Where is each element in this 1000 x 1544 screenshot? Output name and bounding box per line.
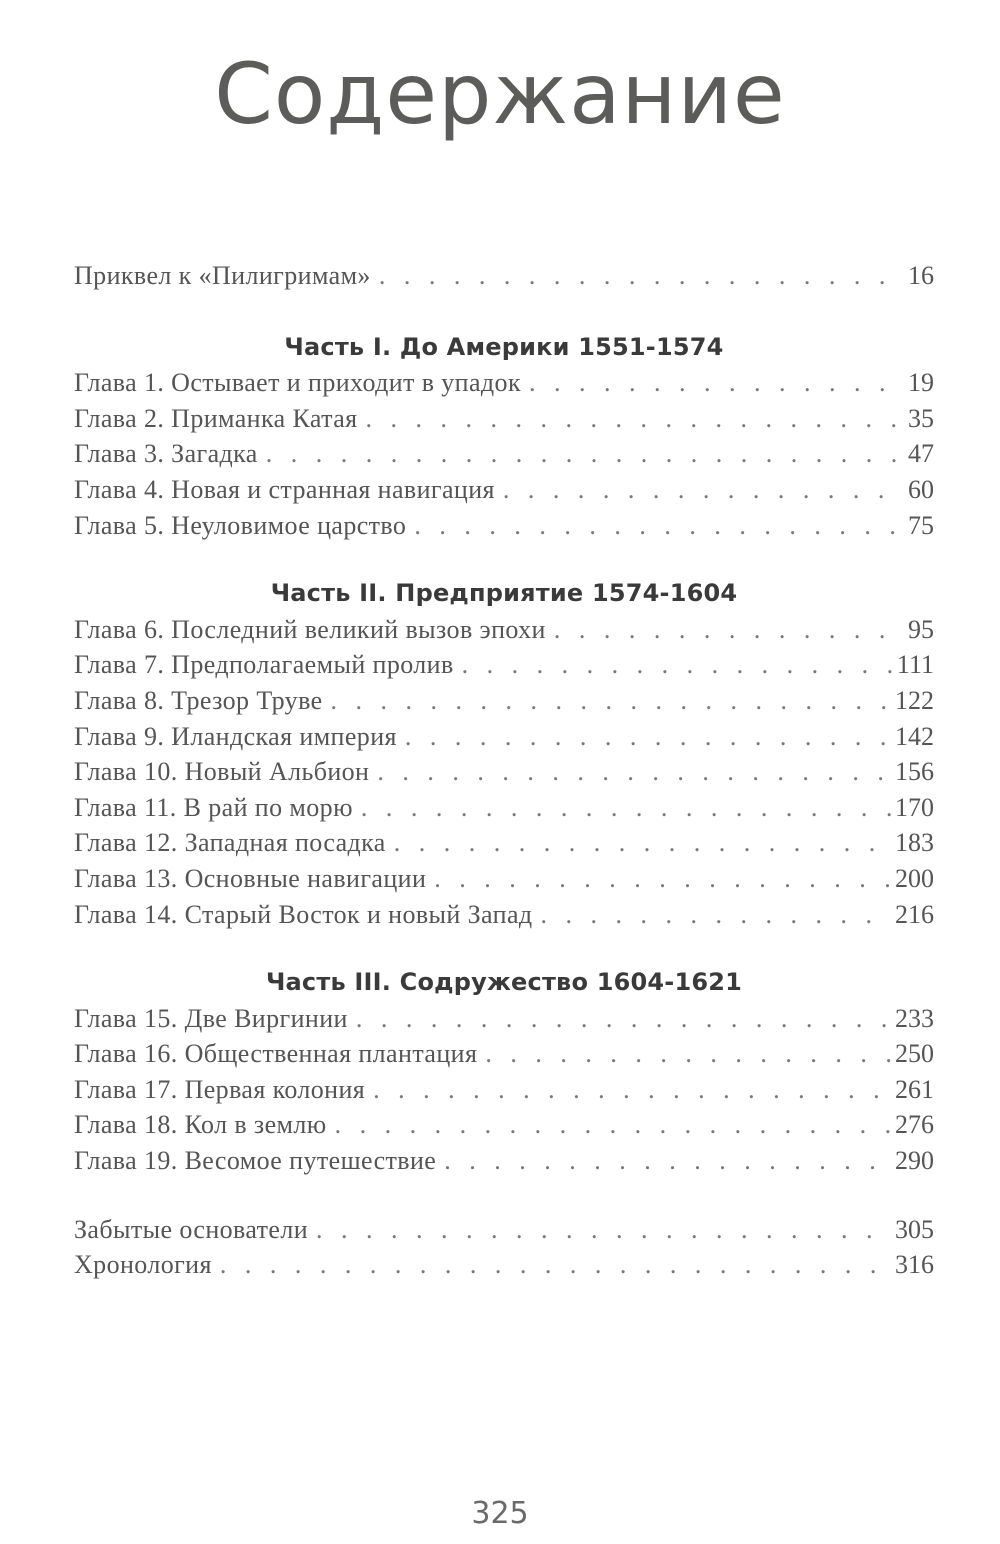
toc-entry[interactable]	[74, 897, 934, 933]
entry-label: Глава 1. Остывает и приходит в упадок	[74, 368, 521, 398]
toc-entry[interactable]	[74, 825, 934, 861]
toc-entry[interactable]	[74, 1107, 934, 1143]
toc-entry[interactable]	[74, 401, 934, 437]
entry-label: Глава 19. Весомое путешествие	[74, 1146, 437, 1176]
entry-label: Глава 7. Предполагаемый пролив	[74, 650, 454, 680]
toc-entry[interactable]	[74, 754, 934, 790]
entry-label: Глава 17. Первая колония	[74, 1074, 366, 1104]
entry-page-number: 35	[908, 403, 934, 433]
spacer	[74, 543, 934, 576]
toc-entry[interactable]	[74, 436, 934, 472]
entry-page-number: 111	[896, 650, 934, 680]
toc-entry[interactable]	[74, 472, 934, 508]
toc-entry[interactable]	[74, 365, 934, 401]
dot-leader	[377, 754, 891, 790]
entry-label: Глава 11. В рай по морю	[74, 792, 353, 822]
part-heading: Часть I. До Америки 1551-1574	[284, 332, 724, 361]
dot-leader	[503, 472, 904, 508]
dot-leader	[554, 612, 904, 648]
dot-leader	[405, 719, 891, 755]
part-heading: Часть III. Содружество 1604-1621	[265, 968, 743, 997]
spacer	[74, 294, 934, 330]
toc-entry[interactable]	[74, 508, 934, 544]
dot-leader	[379, 258, 904, 294]
entry-page-number: 19	[908, 368, 934, 398]
entry-page-number: 276	[895, 1110, 934, 1140]
entry-page-number: 47	[908, 439, 934, 469]
entry-page-number: 233	[895, 1003, 934, 1033]
dot-leader	[414, 508, 904, 544]
toc-entry-chronology[interactable]	[74, 1247, 934, 1283]
dot-leader	[220, 1247, 891, 1283]
entry-page-number: 261	[895, 1074, 934, 1104]
dot-leader	[394, 825, 891, 861]
entry-page-number: 316	[895, 1250, 934, 1280]
entry-label: Глава 14. Старый Восток и новый Запад	[74, 899, 533, 929]
toc-entry[interactable]	[74, 683, 934, 719]
entry-label: Глава 12. Западная посадка	[74, 828, 386, 858]
page-title: Содержание	[214, 45, 786, 143]
entry-label: Глава 2. Приманка Катая	[74, 403, 358, 433]
dot-leader	[462, 647, 893, 683]
toc-entry[interactable]	[74, 1036, 934, 1072]
entry-label: Глава 13. Основные навигации	[74, 863, 427, 893]
toc-entry[interactable]	[74, 1072, 934, 1108]
entry-label: Глава 3. Загадка	[74, 439, 258, 469]
entry-label: Глава 5. Неуловимое царство	[74, 510, 407, 540]
entry-page-number: 250	[895, 1039, 934, 1069]
entry-page-number: 16	[908, 261, 934, 290]
part-heading: Часть II. Предприятие 1574-1604	[270, 579, 738, 608]
toc-entry[interactable]	[74, 719, 934, 755]
dot-leader	[331, 683, 891, 719]
entry-page-number: 200	[895, 863, 934, 893]
entry-page-number: 122	[895, 685, 934, 715]
toc-entry[interactable]	[74, 790, 934, 826]
dot-leader	[434, 861, 891, 897]
dot-leader	[541, 897, 891, 933]
entry-label: Приквел к «Пилигримам»	[74, 261, 371, 290]
entry-page-number: 305	[895, 1214, 934, 1244]
dot-leader	[529, 365, 904, 401]
toc-entry-prequel[interactable]	[74, 258, 934, 294]
entry-page-number: 216	[895, 899, 934, 929]
dot-leader	[366, 401, 904, 437]
toc-entry[interactable]	[74, 861, 934, 897]
entry-label: Забытые основатели	[74, 1214, 309, 1244]
entry-page-number: 170	[895, 792, 934, 822]
dot-leader	[316, 1212, 891, 1248]
dot-leader	[335, 1107, 891, 1143]
entry-label: Глава 10. Новый Альбион	[74, 757, 370, 787]
dot-leader	[485, 1036, 891, 1072]
entry-label: Глава 9. Иландская империя	[74, 721, 397, 751]
entry-page-number: 183	[895, 828, 934, 858]
dot-leader	[361, 790, 891, 826]
entry-label: Глава 16. Общественная плантация	[74, 1039, 478, 1069]
dot-leader	[373, 1072, 891, 1108]
entry-label: Хронология	[74, 1250, 212, 1280]
entry-page-number: 142	[895, 721, 934, 751]
entry-label: Глава 4. Новая и странная навигация	[74, 474, 495, 504]
entry-page-number: 60	[908, 474, 934, 504]
entry-label: Глава 18. Кол в землю	[74, 1110, 327, 1140]
dot-leader	[266, 436, 904, 472]
toc-entry[interactable]	[74, 1001, 934, 1037]
entry-page-number: 75	[908, 510, 934, 540]
entry-label: Глава 8. Трезор Труве	[74, 685, 323, 715]
table-of-contents	[74, 258, 934, 1283]
dot-leader	[356, 1001, 891, 1037]
spacer	[74, 1179, 934, 1212]
toc-entry[interactable]	[74, 1143, 934, 1179]
toc-entry[interactable]	[74, 647, 934, 683]
spacer	[74, 932, 934, 965]
entry-page-number: 156	[895, 757, 934, 787]
toc-entry-forgotten-founders[interactable]	[74, 1212, 934, 1248]
entry-label: Глава 6. Последний великий вызов эпохи	[74, 614, 546, 644]
entry-page-number: 95	[908, 614, 934, 644]
entry-page-number: 290	[895, 1146, 934, 1176]
page-number: 325	[471, 1496, 529, 1531]
entry-label: Глава 15. Две Виргинии	[74, 1003, 348, 1033]
dot-leader	[444, 1143, 891, 1179]
toc-entry[interactable]	[74, 612, 934, 648]
